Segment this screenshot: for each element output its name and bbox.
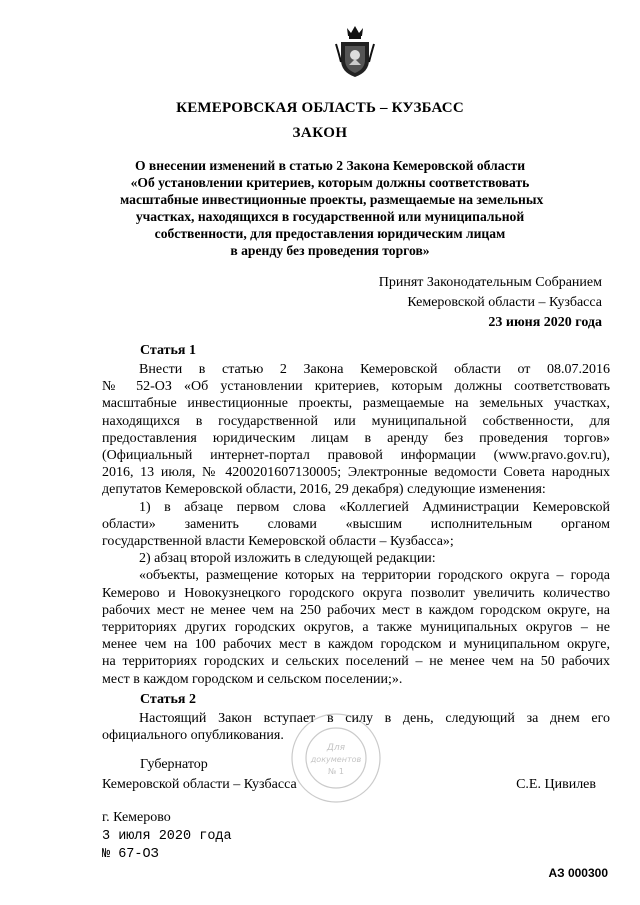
text-line: Кемерово и Новокузнецкого городского округа позволит увеличить количество (102, 585, 610, 601)
title-line: собственности, для предоставления юридическим лицам (154, 226, 506, 241)
title-line: масштабные инвестиционные проекты, размещаемые на земельных (120, 192, 544, 207)
stamp-text: Для (326, 743, 346, 753)
text-line: на территориях городских и сельских поселений – не менее чем на 50 рабочих (102, 654, 610, 670)
adoption-line: Кемеровской области – Кузбасса (407, 295, 602, 310)
text-line: области» заменить словами «высшим исполнительным органом (102, 516, 610, 532)
title-line: участках, находящихся в государственной или муниципальной (135, 209, 525, 224)
stamp-text: документов (310, 755, 362, 764)
stamp-text: № 1 (328, 767, 344, 776)
law-title (120, 157, 544, 259)
text-line: менее чем на 100 рабочих мест в каждом городском и муниципальном округе, (102, 637, 610, 653)
signatory-name: С.Е. Цивилев (516, 777, 596, 792)
text-line: (Официальный интернет-портал правовой информации (www.pravo.gov.ru), (102, 448, 610, 464)
text-line: масштабные инвестиционные проекты, размещаемые на земельных участках, (102, 396, 610, 412)
text-line: территориях других городских округов, а также муниципальных округов – не (102, 620, 610, 636)
title-line: в аренду без проведения торгов» (230, 243, 430, 258)
text-line: Внести в статью 2 Закона Кемеровской области от 08.07.2016 (139, 362, 610, 377)
article-1-body (102, 361, 610, 688)
title-line: О внесении изменений в статью 2 Закона Кемеровской области (134, 158, 526, 173)
coat-of-arms-icon (333, 22, 377, 80)
place-of-signing: г. Кемерово (102, 810, 171, 825)
signing-date: 3 июля 2020 года (102, 829, 232, 844)
signatory-region: Кемеровской области – Кузбасса (102, 777, 297, 792)
adoption-line: Принят Законодательным Собранием (378, 275, 602, 290)
document-type-heading: ЗАКОН (292, 125, 348, 141)
title-line: «Об установлении критериев, которым должны соответствовать (130, 175, 530, 190)
signatory-title: Губернатор (140, 757, 208, 772)
serial-number: АЗ 000300 (548, 866, 608, 880)
text-line: 1) в абзаце первом слова «Коллегией Администрации Кемеровской (139, 499, 610, 515)
text-line: 2016, 13 июля, № 4200201607130005; Электронные ведомости Совета народных (102, 465, 610, 481)
text-line: официального опубликования. (102, 728, 284, 744)
text-line: рабочих мест не менее чем на 250 рабочих мест в каждом городском округе, на (102, 602, 610, 618)
text-line: 2) абзац второй изложить в следующей редакции: (139, 551, 436, 567)
text-line: государственной власти Кемеровской области – Кузбасса»; (102, 534, 454, 550)
text-line: находящихся в государственной или муниципальной собственности, для (102, 413, 610, 429)
text-line: «объекты, размещение которых на территории городского округа – города (139, 568, 610, 584)
region-heading: КЕМЕРОВСКАЯ ОБЛАСТЬ – КУЗБАСС (176, 100, 464, 116)
adoption-note (379, 273, 602, 333)
text-line: № 52-ОЗ «Об установлении критериев, которым должны соответствовать (102, 379, 610, 395)
official-stamp-icon (288, 710, 384, 806)
law-number: № 67-ОЗ (102, 847, 159, 862)
adoption-date: 23 июня 2020 года (488, 315, 602, 330)
text-line: мест в каждом городском и сельском поселении;». (102, 671, 403, 687)
text-line: Настоящий Закон вступает в силу в день, следующий за днем его (139, 711, 610, 726)
article-2-heading: Статья 2 (140, 692, 196, 707)
article-1-heading: Статья 1 (140, 343, 196, 358)
text-line: депутатов Кемеровской области, 2016, 29 декабря) следующие изменения: (102, 482, 546, 498)
text-line: предоставления юридическим лицам в аренду без проведения торгов» (102, 430, 610, 446)
